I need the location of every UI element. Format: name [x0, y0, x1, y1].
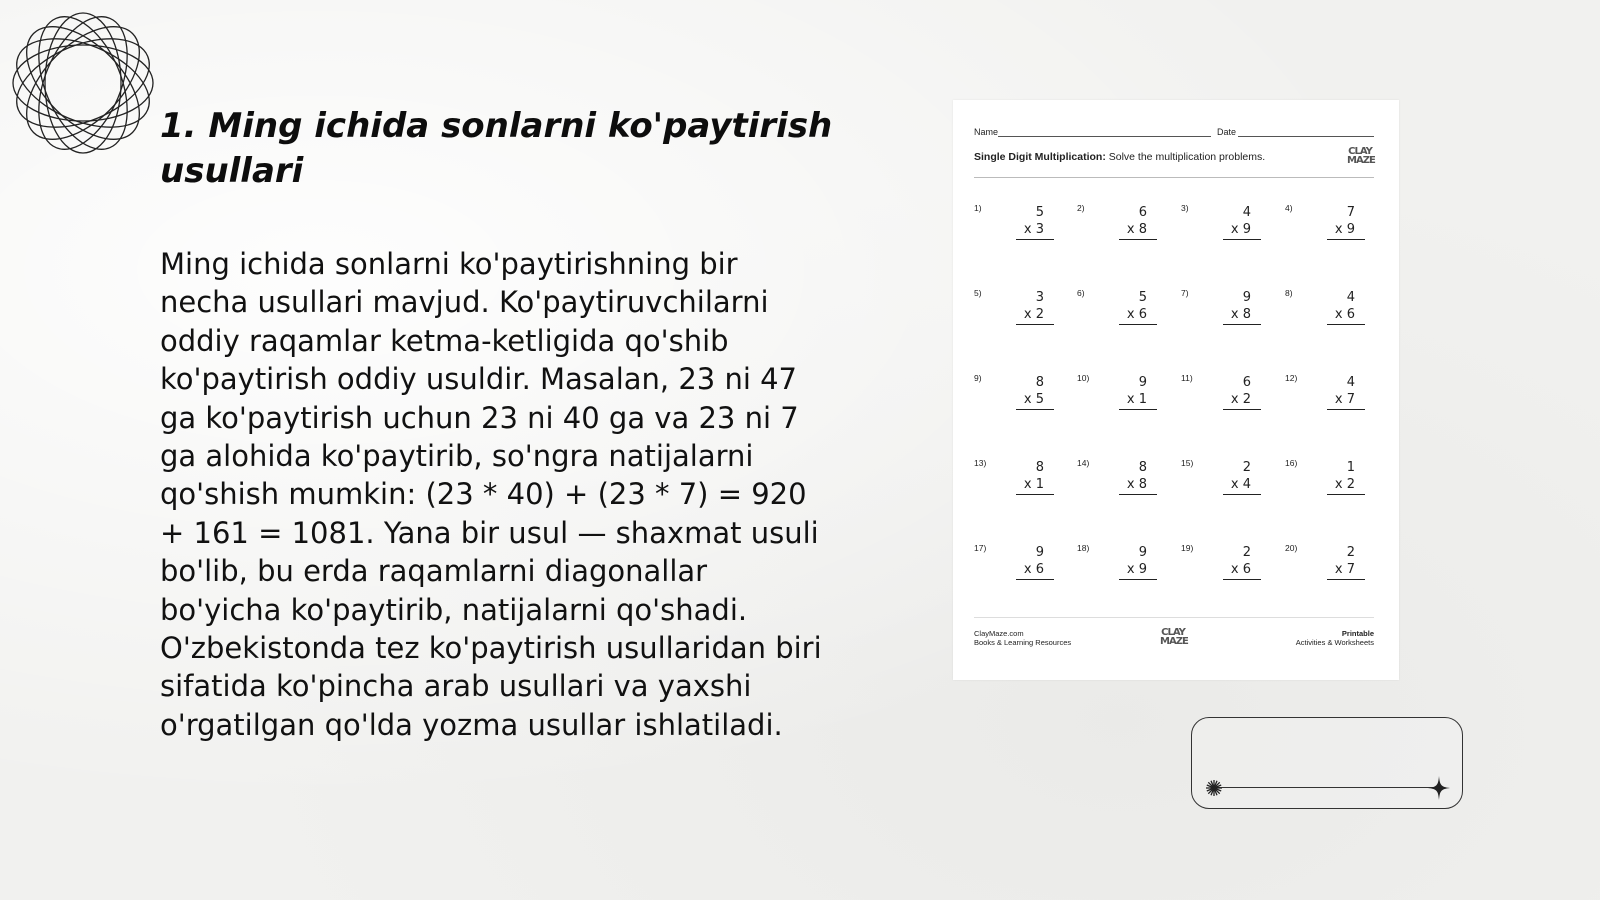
- claymaze-logo: CLAY MAZE: [1347, 146, 1375, 166]
- problem-multiplier: x 2: [1230, 392, 1251, 407]
- footer-tagline: Books & Learning Resources: [974, 638, 1072, 647]
- problem-number: 9): [974, 373, 982, 383]
- problem-multiplicand: 9: [1035, 545, 1044, 560]
- problem-answer-line: [1327, 494, 1365, 495]
- problem-multiplicand: 5: [1035, 205, 1044, 220]
- problem-multiplier: x 9: [1126, 562, 1147, 577]
- starburst-icon: [1204, 778, 1224, 798]
- problem-multiplier: x 6: [1023, 562, 1044, 577]
- problem-answer-line: [1223, 239, 1261, 240]
- worksheet-problem: [1285, 458, 1377, 498]
- worksheet-problem: [974, 203, 1066, 243]
- problem-multiplier: x 1: [1023, 477, 1044, 492]
- problem-multiplier: x 2: [1334, 477, 1355, 492]
- problem-answer-line: [1119, 494, 1157, 495]
- problem-multiplicand: 2: [1242, 545, 1251, 560]
- worksheet-problem: [974, 458, 1066, 498]
- ornament-loop: [13, 45, 153, 121]
- problem-number: 19): [1181, 543, 1194, 553]
- worksheet-problem: [1077, 288, 1169, 328]
- worksheet-problem: [1285, 203, 1377, 243]
- problem-multiplicand: 6: [1138, 205, 1147, 220]
- problem-number: 18): [1077, 543, 1090, 553]
- problem-number: 14): [1077, 458, 1090, 468]
- worksheet-problem: [1285, 373, 1377, 413]
- problem-multiplicand: 3: [1035, 290, 1044, 305]
- ornament-loop: [45, 13, 121, 153]
- problem-number: 2): [1077, 203, 1085, 213]
- problem-answer-line: [1119, 239, 1157, 240]
- footer-printable: Printable: [1341, 629, 1374, 638]
- problem-multiplier: x 7: [1334, 562, 1355, 577]
- ornament-loop: [8, 21, 158, 145]
- problem-multiplier: x 8: [1126, 222, 1147, 237]
- worksheet-problem: [974, 288, 1066, 328]
- problem-answer-line: [1223, 579, 1261, 580]
- ornament-loop: [8, 8, 158, 158]
- worksheet-footer-right: [1296, 629, 1374, 647]
- worksheet-heading: [974, 151, 1265, 163]
- problem-number: 16): [1285, 458, 1298, 468]
- problem-multiplier: x 1: [1126, 392, 1147, 407]
- problem-multiplier: x 6: [1334, 307, 1355, 322]
- worksheet-footer-left: [974, 629, 1071, 647]
- problem-multiplicand: 8: [1138, 460, 1147, 475]
- problem-answer-line: [1327, 239, 1365, 240]
- problem-answer-line: [1016, 494, 1054, 495]
- problem-answer-line: [1119, 409, 1157, 410]
- problem-number: 11): [1181, 373, 1193, 383]
- problem-answer-line: [1327, 324, 1365, 325]
- problem-number: 3): [1181, 203, 1189, 213]
- slide-title: 1. Ming ichida sonlarni ko'paytirish usullari: [160, 106, 833, 191]
- name-label: Name: [974, 127, 999, 137]
- problem-multiplier: x 2: [1023, 307, 1044, 322]
- problem-number: 12): [1285, 373, 1298, 383]
- date-label: Date: [1217, 127, 1237, 137]
- worksheet-problem: [974, 543, 1066, 583]
- problem-multiplicand: 2: [1346, 545, 1355, 560]
- problem-multiplicand: 4: [1346, 375, 1355, 390]
- problem-multiplicand: 9: [1138, 545, 1147, 560]
- problem-answer-line: [1016, 324, 1054, 325]
- problem-multiplicand: 9: [1138, 375, 1147, 390]
- worksheet-heading-rest: Solve the multiplication problems.: [1105, 151, 1266, 163]
- problem-answer-line: [1223, 324, 1261, 325]
- worksheet-problem: [1181, 373, 1273, 413]
- worksheet-problem: [1181, 543, 1273, 583]
- worksheet-problem: [1077, 458, 1169, 498]
- sparkle-star-icon: [1428, 776, 1450, 800]
- date-line: [1238, 136, 1374, 137]
- worksheet-divider-top: [974, 177, 1374, 178]
- circular-ornament-icon: [8, 8, 158, 158]
- footer-site: ClayMaze.com: [974, 629, 1024, 638]
- ornament-loop: [8, 21, 158, 145]
- worksheet-problem: [1285, 288, 1377, 328]
- problem-multiplicand: 1: [1346, 460, 1355, 475]
- problem-answer-line: [1223, 409, 1261, 410]
- problem-multiplicand: 4: [1346, 290, 1355, 305]
- problem-multiplier: x 6: [1230, 562, 1251, 577]
- problem-answer-line: [1016, 579, 1054, 580]
- problem-answer-line: [1016, 239, 1054, 240]
- worksheet-name-date-row: [974, 127, 1374, 139]
- worksheet-problem: [1077, 543, 1169, 583]
- ornament-loop: [21, 8, 145, 158]
- problem-multiplicand: 4: [1242, 205, 1251, 220]
- ornament-loop: [21, 8, 145, 158]
- footer-activities: Activities & Worksheets: [1295, 638, 1374, 647]
- worksheet-problem: [1285, 543, 1377, 583]
- problem-number: 15): [1181, 458, 1194, 468]
- problem-number: 17): [974, 543, 987, 553]
- problem-number: 1): [974, 203, 982, 213]
- problem-answer-line: [1327, 579, 1365, 580]
- problem-answer-line: [1223, 494, 1261, 495]
- worksheet-problem: [1077, 203, 1169, 243]
- problem-multiplier: x 9: [1230, 222, 1251, 237]
- problem-multiplier: x 8: [1126, 477, 1147, 492]
- decorative-slider-frame: [1191, 717, 1463, 809]
- problem-answer-line: [1119, 324, 1157, 325]
- problem-answer-line: [1119, 579, 1157, 580]
- problem-multiplicand: 7: [1346, 205, 1355, 220]
- claymaze-logo-footer: CLAY MAZE: [1160, 627, 1188, 647]
- name-line: [998, 136, 1211, 137]
- worksheet-problem: [1181, 203, 1273, 243]
- problem-answer-line: [1016, 409, 1054, 410]
- worksheet-problem: [1181, 458, 1273, 498]
- problem-multiplier: x 9: [1334, 222, 1355, 237]
- problem-number: 10): [1077, 373, 1090, 383]
- problem-multiplicand: 9: [1242, 290, 1251, 305]
- problem-multiplier: x 7: [1334, 392, 1355, 407]
- problem-multiplicand: 8: [1035, 460, 1044, 475]
- ornament-loop: [8, 8, 158, 158]
- problem-number: 7): [1181, 288, 1189, 298]
- problem-multiplicand: 8: [1035, 375, 1044, 390]
- problem-multiplier: x 3: [1023, 222, 1044, 237]
- slider-track: [1214, 787, 1438, 788]
- problem-multiplicand: 6: [1242, 375, 1251, 390]
- worksheet-heading-bold: Single Digit Multiplication:: [974, 151, 1106, 163]
- worksheet-divider-bottom: [974, 617, 1374, 618]
- problem-number: 13): [974, 458, 987, 468]
- problem-multiplier: x 5: [1023, 392, 1044, 407]
- worksheet-problem: [1077, 373, 1169, 413]
- problem-multiplier: x 4: [1230, 477, 1251, 492]
- problem-number: 4): [1285, 203, 1293, 213]
- problem-multiplicand: 5: [1138, 290, 1147, 305]
- problem-number: 8): [1285, 288, 1293, 298]
- problem-number: 6): [1077, 288, 1085, 298]
- problem-multiplier: x 6: [1126, 307, 1147, 322]
- worksheet-problem: [1181, 288, 1273, 328]
- problem-multiplier: x 8: [1230, 307, 1251, 322]
- problem-number: 5): [974, 288, 982, 298]
- problem-number: 20): [1285, 543, 1298, 553]
- problem-answer-line: [1327, 409, 1365, 410]
- problem-multiplicand: 2: [1242, 460, 1251, 475]
- worksheet-image: [953, 100, 1399, 680]
- worksheet-problem: [974, 373, 1066, 413]
- slide-body-text: Ming ichida sonlarni ko'paytirishning bir necha usullari mavjud. Ko'paytiruvchilarni oddiy raqamlar ketma-ketligida qo'shib ko'paytirish oddiy usuldir. Masalan, 23 ni 47 ga ko'paytirish uchun 23 ni 40 ga va 23 ni 7 ga alohida ko'paytirib, so'ngra natijalarni qo'shish mumkin: (23 * 40) + (23 * 7) = 920 + 161 = 1081. Yana bir usul — shaxmat usuli bo'lib, bu erda raqamlarni diagonallar bo'yicha ko'paytirib, natijalarni qo'shadi. O'zbekistonda tez ko'paytirish usullaridan biri sifatida ko'pincha arab usullari va yaxshi o'rgatilgan qo'lda yozma usullar ishlatiladi.: [160, 247, 822, 742]
